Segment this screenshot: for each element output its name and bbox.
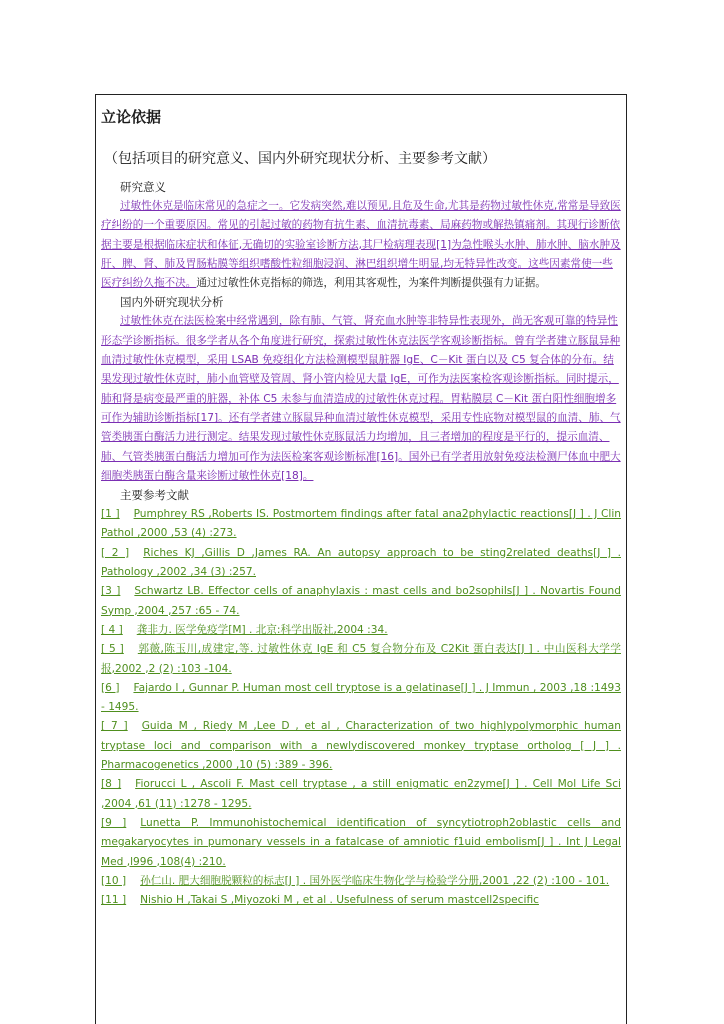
status-title: 国内外研究现状分析 <box>120 295 224 310</box>
reference-list <box>101 505 621 910</box>
significance-highlighted-text: 过敏性休克是临床常见的急症之一。它发病突然,难以预见,且危及生命,尤其是药物过敏性休克,常常是导致医疗纠纷的一个重要原因。常见的引起过敏的药物有抗生素、血清抗毒素、局麻药物或解热镇痛剂。其现行诊断依据主要是根据临床症状和体征,无确切的实验室诊断方法,其尸检病理表现[1]为急性喉头水肿、肺水肿、脑水肿及肝、脾、肾、肺及胃肠粘膜等组织嗜酸性粒细胞浸润、淋巴组织增生明显,均无特异性改变。这些因素常使一些医疗纠纷久拖不决。 <box>101 200 621 290</box>
reference-item[interactable]: [10 ] 孙仁山. 肥大细胞脱颗粒的标志[J ] . 国外医学临床生物化学与检验学分册,2001 ,22 (2) :100 - 101. <box>101 874 610 887</box>
reference-item[interactable]: [1 ] Pumphrey RS ,Roberts IS. Postmortem findings after fatal ana2phylactic reactions[J ] . J Clin Pathol ,2000 ,53 (4) :273. <box>101 508 621 540</box>
significance-section <box>101 178 621 293</box>
status-section <box>101 293 621 486</box>
reference-item[interactable]: [3 ] Schwartz LB. Effector cells of anaphylaxis : mast cells and bo2sophils[J ] . Novartis Found Symp ,2004 ,257 :65 - 74. <box>101 585 621 617</box>
reference-item[interactable]: [8 ] Fiorucci L , Ascoli F. Mast cell tryptase , a still enigmatic en2zyme[J ] . Cell Mol Life Sci ,2004 ,61 (11) :1278 - 1295. <box>101 778 621 810</box>
significance-title: 研究意义 <box>120 180 166 194</box>
reference-item[interactable]: [11 ] Nishio H ,Takai S ,Miyozoki M , et al . Usefulness of serum mastcell2specific <box>101 894 539 907</box>
reference-item[interactable]: [ 7 ] Guida M , Riedy M ,Lee D , et al , Characterization of two highlypolymorphic human tryptase loci and comparison with a newlydiscovered monkey tryptase ortholog [ J ] . Pharmacogenetics ,2000 ,10 (5) :389 - 396. <box>101 720 621 772</box>
document-content <box>101 100 621 910</box>
reference-item[interactable]: [6 ] Fajardo I , Gunnar P. Human most cell tryptose is a gelatinase[J ] . J Immun , 2003 ,18 :1493 - 1495. <box>101 681 621 714</box>
significance-plain-text: 通过过敏性休克指标的筛选，利用其客观性，为案件判断提供强有力证据。 <box>196 277 546 290</box>
section-subheading: （包括项目的研究意义、国内外研究现状分析、主要参考文献） <box>104 151 496 167</box>
status-text: 过敏性休克在法医检案中经常遇到，除有肺、气管、肾充血水肿等非特异性表现外，尚无客观可靠的特异性形态学诊断指标。很多学者从各个角度进行研究，探索过敏性休克法医学客观诊断指标。曾有学者建立豚鼠异种血清过敏性休克模型，采用 LSAB 免疫组化方法检测模型鼠脏器 IgE、C－Kit 蛋白以及 C5 复合体的分布。结果发现过敏性休克时，肺小血管壁及管周、肾小管内检见大量 IgE，可作为法医案检客观诊断指标。同时提示，肺和肾是病变最严重的脏器，补体 C5 未参与血清造成的过敏性休克过程。胃粘膜层 C－Kit 蛋白阳性细胞增多可作为辅助诊断指标[17]。还有学者建立豚鼠异种血清过敏性休克模型，采用专性底物对模型鼠的血清、肺、气管类胰蛋白酶活力进行测定。结果发现过敏性休克豚鼠活力均增加，且三者增加的程度是平行的，提示血清、肺、气管类胰蛋白酶活力增加可作为法医检案客观诊断标准[16]。国外已有学者用放射免疫法检测尸体血中肥大细胞类胰蛋白酶含量来诊断过敏性休克[18]。 <box>101 315 621 482</box>
significance-paragraph <box>101 197 621 293</box>
status-paragraph <box>101 312 621 486</box>
reference-item[interactable]: [ 4 ] 龚非力. 医学免疫学[M] . 北京:科学出版社,2004 :34. <box>101 623 388 636</box>
reference-item[interactable]: [ 5 ] 郭薇,陈玉川,成建定,等. 过敏性休克 IgE 和 C5 复合物分布及 C2Kit 蛋白表达[J ] . 中山医科大学学报,2002 ,2 (2) :103 -104. <box>101 643 621 675</box>
references-title: 主要参考文献 <box>120 488 189 503</box>
reference-item[interactable]: [ 2 ] Riches KJ ,Gillis D ,James RA. An autopsy approach to be sting2related deaths[J ] . Pathology ,2002 ,34 (3) :257. <box>101 546 621 579</box>
references-section <box>101 486 621 910</box>
section-heading: 立论依据 <box>101 108 162 126</box>
reference-item[interactable]: [9 ] Lunetta P. Immunohistochemical identification of syncytiotroph2oblastic cells and megakaryocytes in pumonary vessels in a fatalcase of amniotic f1uid embolism[J ] . Int J Legal Med ,l996 ,108(4) :210. <box>101 816 621 868</box>
